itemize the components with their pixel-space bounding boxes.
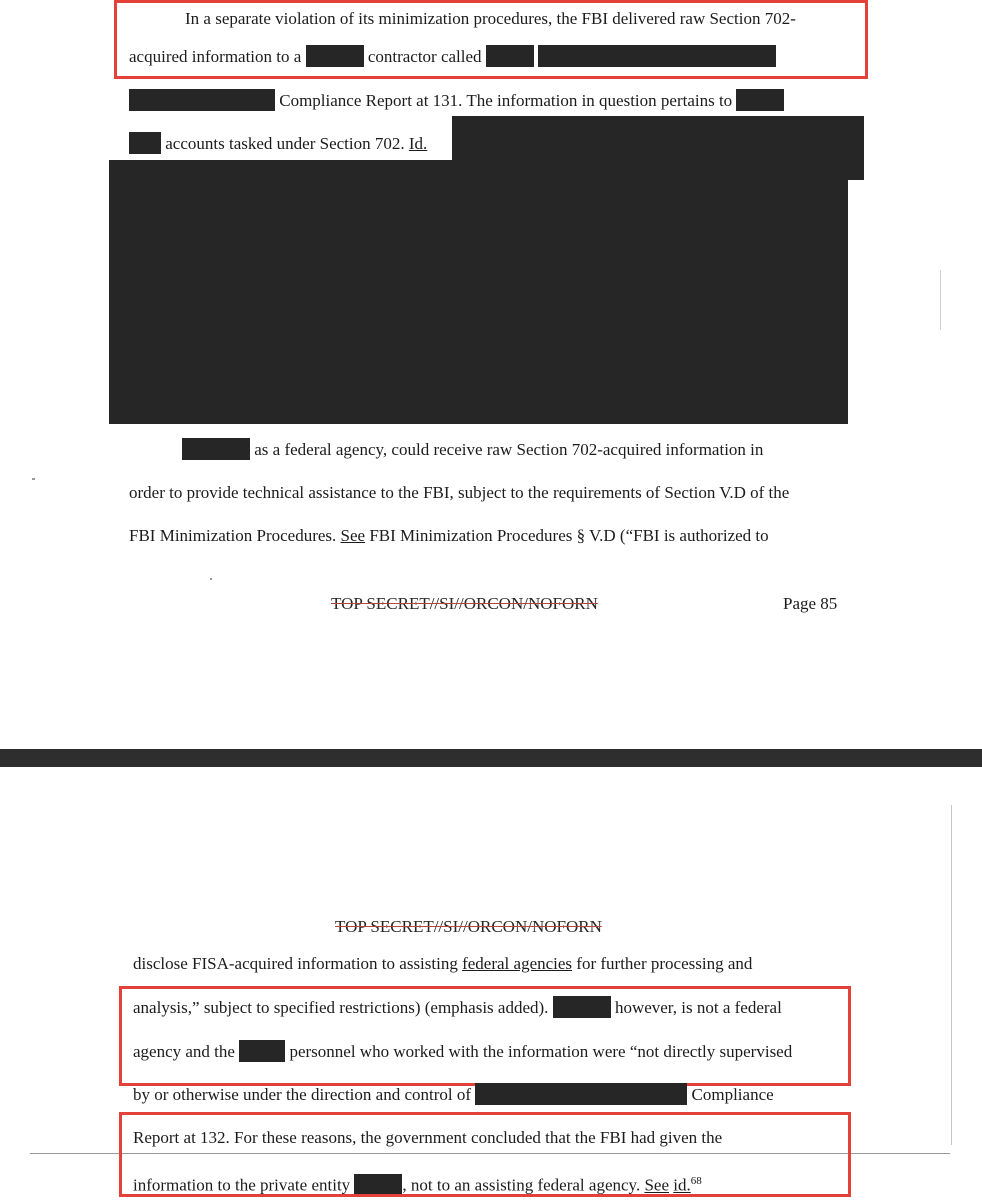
page-divider bbox=[0, 749, 982, 767]
p1-line-2-start: acquired information to a bbox=[129, 47, 302, 66]
p1-line-3 bbox=[129, 89, 784, 112]
p1-line-6-text: order to provide technical assistance to the FBI, subject to the requirements of Section V.D of the bbox=[129, 483, 790, 502]
p1-line-6 bbox=[129, 482, 789, 504]
p1-classification-footer bbox=[331, 593, 598, 615]
footnote-marker: 68 bbox=[690, 1175, 702, 1187]
page-number bbox=[783, 593, 837, 615]
p2-line-4 bbox=[133, 1083, 774, 1106]
id-citation: id. bbox=[673, 1175, 691, 1195]
highlight-box-3 bbox=[119, 1112, 851, 1197]
redaction bbox=[475, 1083, 687, 1105]
p1-line-7-start: FBI Minimization Procedures. bbox=[129, 526, 337, 545]
p2-classification-header bbox=[335, 916, 602, 938]
p2-line-1 bbox=[133, 953, 752, 975]
page-number-text: Page 85 bbox=[783, 594, 838, 613]
p1-line-2-mid: contractor called bbox=[367, 47, 482, 66]
highlight-box-2 bbox=[119, 986, 851, 1086]
redaction bbox=[129, 132, 161, 154]
p2-line-6-mid: , not to an assisting federal agency. bbox=[402, 1175, 641, 1195]
see-citation: See bbox=[644, 1175, 669, 1195]
scan-speck bbox=[210, 578, 212, 580]
scan-edge-line bbox=[951, 805, 952, 1145]
redaction bbox=[129, 89, 275, 111]
p1-line-3-text: Compliance Report at 131. The information in question pertains to bbox=[279, 91, 733, 110]
p2-line-3-end: personnel who worked with the information were “not directly supervised bbox=[289, 1042, 793, 1061]
classification-text: TOP SECRET//SI//ORCON/NOFORN bbox=[335, 917, 602, 936]
redaction-block-main bbox=[109, 160, 848, 424]
p2-line-4-start: by or otherwise under the direction and control of bbox=[133, 1085, 472, 1104]
classification-text: TOP SECRET//SI//ORCON/NOFORN bbox=[331, 594, 598, 613]
p1-line-5-text: as a federal agency, could receive raw Section 702-acquired information in bbox=[254, 440, 764, 459]
p2-line-5-text: Report at 132. For these reasons, the government concluded that the FBI had given the bbox=[133, 1128, 723, 1147]
p1-line-7 bbox=[129, 525, 769, 547]
p2-line-4-end: Compliance bbox=[691, 1085, 774, 1104]
redaction bbox=[736, 89, 784, 111]
p2-line-2-start: analysis,” subject to specified restrictions) (emphasis added). bbox=[133, 998, 549, 1017]
p2-line-3-start: agency and the bbox=[133, 1042, 235, 1061]
p1-line-1-text: In a separate violation of its minimization procedures, the FBI delivered raw Section 702- bbox=[185, 9, 796, 28]
scan-speck bbox=[32, 478, 35, 480]
federal-agencies-emphasis: federal agencies bbox=[462, 954, 573, 973]
p1-line-5 bbox=[182, 438, 763, 461]
p2-line-1-start: disclose FISA-acquired information to assisting bbox=[133, 954, 458, 973]
id-citation: Id. bbox=[408, 134, 428, 153]
p2-line-6-start: information to the private entity bbox=[133, 1175, 351, 1195]
scan-edge-line bbox=[940, 270, 941, 330]
p2-line-2-end: however, is not a federal bbox=[614, 998, 782, 1017]
highlight-box-1 bbox=[114, 0, 868, 79]
redaction bbox=[182, 438, 250, 460]
p1-line-4 bbox=[129, 132, 427, 155]
p1-line-4-text: accounts tasked under Section 702. bbox=[165, 134, 405, 153]
see-citation: See bbox=[340, 526, 366, 545]
p2-line-1-end: for further processing and bbox=[576, 954, 753, 973]
p1-line-7-end: FBI Minimization Procedures § V.D (“FBI is authorized to bbox=[369, 526, 769, 545]
